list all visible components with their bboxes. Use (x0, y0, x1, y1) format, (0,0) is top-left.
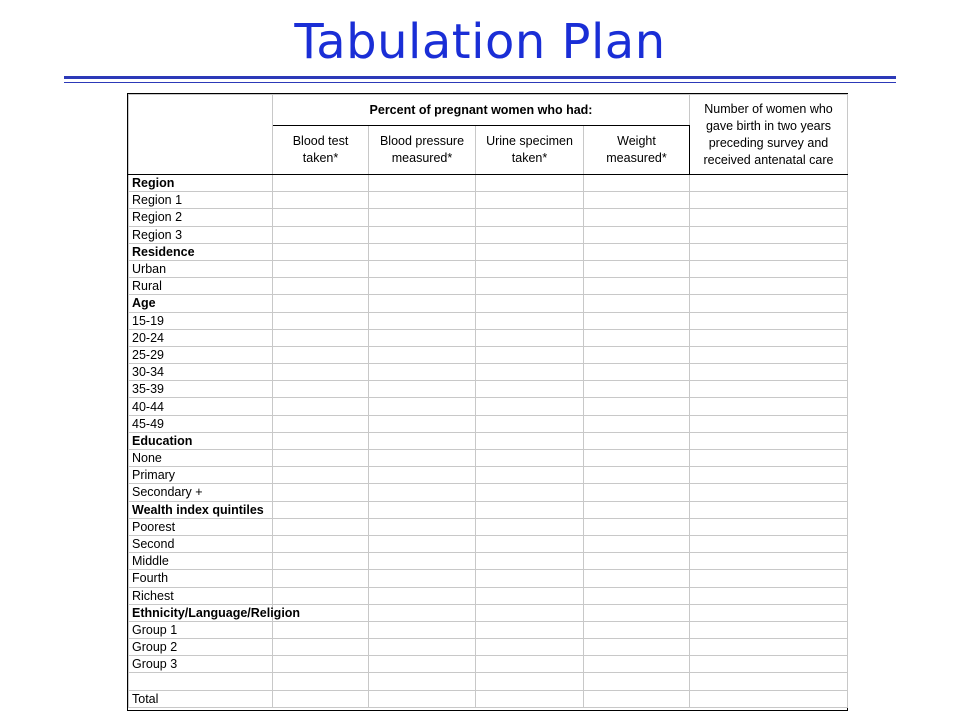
empty-value-cell (690, 381, 848, 398)
table-row (129, 604, 848, 621)
table-row (129, 535, 848, 552)
empty-value-cell (690, 364, 848, 381)
row-label-cell (129, 673, 273, 690)
empty-value-cell (273, 432, 369, 449)
empty-value-cell (690, 432, 848, 449)
empty-value-cell (584, 450, 690, 467)
empty-value-cell (476, 484, 584, 501)
table-body (129, 175, 848, 708)
empty-value-cell (273, 415, 369, 432)
empty-value-cell (476, 450, 584, 467)
table-row (129, 329, 848, 346)
empty-value-cell (584, 209, 690, 226)
empty-value-cell (584, 329, 690, 346)
empty-value-cell (690, 656, 848, 673)
empty-value-cell (690, 484, 848, 501)
empty-value-cell (584, 312, 690, 329)
column-header-weight: Weight measured* (584, 126, 690, 175)
empty-value-cell (476, 226, 584, 243)
empty-value-cell (369, 690, 476, 707)
empty-value-cell (369, 295, 476, 312)
row-label-cell: Group 2 (129, 639, 273, 656)
empty-value-cell (369, 604, 476, 621)
empty-value-cell (584, 381, 690, 398)
row-label-cell: Secondary + (129, 484, 273, 501)
table-row (129, 260, 848, 277)
empty-value-cell (273, 639, 369, 656)
empty-value-cell (584, 535, 690, 552)
row-label-cell: Region 2 (129, 209, 273, 226)
empty-value-cell (273, 329, 369, 346)
empty-value-cell (369, 535, 476, 552)
table-row (129, 278, 848, 295)
empty-value-cell (476, 398, 584, 415)
empty-value-cell (476, 381, 584, 398)
empty-value-cell (584, 656, 690, 673)
empty-value-cell (690, 604, 848, 621)
empty-value-cell (690, 278, 848, 295)
table-row (129, 621, 848, 638)
row-label-cell: None (129, 450, 273, 467)
empty-value-cell (369, 587, 476, 604)
table-row (129, 243, 848, 260)
table-row (129, 209, 848, 226)
empty-value-cell (369, 209, 476, 226)
empty-value-cell (369, 656, 476, 673)
empty-value-cell (369, 260, 476, 277)
section-heading-cell: Education (129, 432, 273, 449)
empty-value-cell (369, 312, 476, 329)
empty-value-cell (369, 432, 476, 449)
empty-value-cell (273, 621, 369, 638)
table-row (129, 518, 848, 535)
empty-value-cell (690, 553, 848, 570)
empty-value-cell (273, 535, 369, 552)
empty-value-cell (476, 656, 584, 673)
empty-value-cell (584, 175, 690, 192)
empty-value-cell (369, 192, 476, 209)
empty-value-cell (476, 604, 584, 621)
table-row (129, 501, 848, 518)
empty-value-cell (273, 656, 369, 673)
empty-value-cell (584, 467, 690, 484)
tabulation-table (128, 94, 848, 708)
empty-value-cell (273, 209, 369, 226)
empty-value-cell (369, 415, 476, 432)
empty-value-cell (584, 295, 690, 312)
empty-value-cell (584, 621, 690, 638)
empty-value-cell (584, 604, 690, 621)
empty-value-cell (584, 501, 690, 518)
empty-value-cell (690, 570, 848, 587)
empty-value-cell (369, 346, 476, 363)
empty-value-cell (584, 690, 690, 707)
empty-value-cell (273, 346, 369, 363)
row-label-cell: 30-34 (129, 364, 273, 381)
empty-value-cell (584, 278, 690, 295)
empty-value-cell (369, 484, 476, 501)
empty-value-cell (584, 518, 690, 535)
empty-value-cell (476, 209, 584, 226)
table-row (129, 175, 848, 192)
row-label-cell: 20-24 (129, 329, 273, 346)
empty-value-cell (369, 467, 476, 484)
empty-value-cell (476, 535, 584, 552)
empty-value-cell (369, 278, 476, 295)
empty-value-cell (273, 690, 369, 707)
empty-value-cell (584, 260, 690, 277)
table-row (129, 346, 848, 363)
table-row (129, 450, 848, 467)
table-row (129, 690, 848, 707)
table-row (129, 570, 848, 587)
row-label-cell: Poorest (129, 518, 273, 535)
column-header-blood-pressure: Blood pressure measured* (369, 126, 476, 175)
empty-value-cell (584, 226, 690, 243)
empty-value-cell (584, 398, 690, 415)
empty-value-cell (584, 364, 690, 381)
empty-value-cell (273, 501, 369, 518)
empty-value-cell (690, 175, 848, 192)
empty-value-cell (584, 484, 690, 501)
count-column-header: Number of women who gave birth in two years preceding survey and received antenatal care (690, 95, 848, 175)
empty-value-cell (690, 243, 848, 260)
empty-value-cell (476, 432, 584, 449)
empty-value-cell (476, 415, 584, 432)
empty-value-cell (690, 690, 848, 707)
empty-value-cell (273, 278, 369, 295)
table-row (129, 312, 848, 329)
row-label-cell: Urban (129, 260, 273, 277)
table-row (129, 415, 848, 432)
section-heading-cell: Residence (129, 243, 273, 260)
row-label-cell: 45-49 (129, 415, 273, 432)
row-label-cell: 25-29 (129, 346, 273, 363)
empty-value-cell (369, 381, 476, 398)
slide-title: Tabulation Plan (294, 14, 666, 70)
table-row (129, 226, 848, 243)
empty-value-cell (690, 535, 848, 552)
table-row (129, 381, 848, 398)
empty-value-cell (273, 175, 369, 192)
empty-value-cell (369, 570, 476, 587)
empty-value-cell (369, 329, 476, 346)
row-label-cell: Group 1 (129, 621, 273, 638)
empty-value-cell (690, 501, 848, 518)
row-label-cell: 40-44 (129, 398, 273, 415)
table-row (129, 484, 848, 501)
row-label-cell: Total (129, 690, 273, 707)
row-label-cell: Primary (129, 467, 273, 484)
empty-value-cell (369, 518, 476, 535)
empty-value-cell (273, 484, 369, 501)
empty-value-cell (690, 467, 848, 484)
empty-value-cell (476, 260, 584, 277)
empty-value-cell (476, 690, 584, 707)
empty-value-cell (476, 329, 584, 346)
empty-value-cell (584, 570, 690, 587)
empty-value-cell (273, 260, 369, 277)
column-header-blood-test: Blood test taken* (273, 126, 369, 175)
empty-value-cell (690, 398, 848, 415)
empty-value-cell (584, 415, 690, 432)
empty-value-cell (369, 553, 476, 570)
section-heading-cell: Wealth index quintiles (129, 501, 273, 518)
empty-value-cell (690, 192, 848, 209)
empty-value-cell (273, 673, 369, 690)
empty-value-cell (584, 192, 690, 209)
empty-value-cell (690, 415, 848, 432)
empty-value-cell (273, 570, 369, 587)
empty-value-cell (584, 346, 690, 363)
empty-value-cell (690, 639, 848, 656)
empty-value-cell (476, 192, 584, 209)
empty-value-cell (476, 243, 584, 260)
table-row (129, 639, 848, 656)
table-row (129, 398, 848, 415)
empty-value-cell (690, 346, 848, 363)
empty-value-cell (584, 639, 690, 656)
empty-value-cell (476, 621, 584, 638)
table-row (129, 295, 848, 312)
section-heading-cell: Region (129, 175, 273, 192)
empty-value-cell (369, 364, 476, 381)
row-label-cell: Fourth (129, 570, 273, 587)
empty-value-cell (476, 501, 584, 518)
empty-value-cell (273, 312, 369, 329)
column-header-urine-specimen: Urine specimen taken* (476, 126, 584, 175)
group-header: Percent of pregnant women who had: (273, 95, 690, 126)
row-label-cell: 15-19 (129, 312, 273, 329)
empty-value-cell (369, 639, 476, 656)
table-row (129, 673, 848, 690)
row-label-cell: 35-39 (129, 381, 273, 398)
empty-value-cell (476, 278, 584, 295)
row-label-cell: Group 3 (129, 656, 273, 673)
empty-value-cell (273, 467, 369, 484)
empty-value-cell (690, 450, 848, 467)
row-label-cell: Region 3 (129, 226, 273, 243)
title-rule-thin (64, 82, 896, 83)
empty-value-cell (584, 432, 690, 449)
empty-value-cell (369, 398, 476, 415)
title-rule-thick (64, 76, 896, 79)
row-label-cell: Richest (129, 587, 273, 604)
empty-value-cell (690, 209, 848, 226)
row-label-cell: Rural (129, 278, 273, 295)
empty-value-cell (476, 587, 584, 604)
empty-value-cell (273, 364, 369, 381)
empty-value-cell (369, 226, 476, 243)
row-label-cell: Second (129, 535, 273, 552)
empty-value-cell (690, 295, 848, 312)
stub-header-cell (129, 95, 273, 175)
empty-value-cell (273, 192, 369, 209)
empty-value-cell (273, 226, 369, 243)
empty-value-cell (476, 312, 584, 329)
empty-value-cell (369, 450, 476, 467)
empty-value-cell (584, 673, 690, 690)
table-row (129, 553, 848, 570)
empty-value-cell (369, 621, 476, 638)
empty-value-cell (476, 175, 584, 192)
empty-value-cell (273, 398, 369, 415)
empty-value-cell (584, 553, 690, 570)
empty-value-cell (476, 364, 584, 381)
empty-value-cell (690, 518, 848, 535)
empty-value-cell (584, 243, 690, 260)
empty-value-cell (690, 673, 848, 690)
empty-value-cell (476, 518, 584, 535)
empty-value-cell (476, 467, 584, 484)
empty-value-cell (476, 639, 584, 656)
table-row (129, 656, 848, 673)
row-label-cell: Region 1 (129, 192, 273, 209)
empty-value-cell (273, 587, 369, 604)
empty-value-cell (584, 587, 690, 604)
empty-value-cell (369, 175, 476, 192)
empty-value-cell (476, 673, 584, 690)
empty-value-cell (690, 329, 848, 346)
section-heading-cell: Ethnicity/Language/Religion (129, 604, 273, 621)
empty-value-cell (273, 243, 369, 260)
empty-value-cell (273, 553, 369, 570)
empty-value-cell (690, 226, 848, 243)
empty-value-cell (690, 312, 848, 329)
empty-value-cell (369, 673, 476, 690)
table-row (129, 364, 848, 381)
empty-value-cell (476, 553, 584, 570)
table-row (129, 467, 848, 484)
table-row (129, 432, 848, 449)
empty-value-cell (476, 570, 584, 587)
empty-value-cell (273, 518, 369, 535)
empty-value-cell (476, 346, 584, 363)
empty-value-cell (273, 381, 369, 398)
tabulation-table-sheet (127, 93, 848, 711)
row-label-cell: Middle (129, 553, 273, 570)
empty-value-cell (369, 243, 476, 260)
table-row (129, 587, 848, 604)
empty-value-cell (369, 501, 476, 518)
empty-value-cell (690, 260, 848, 277)
empty-value-cell (690, 621, 848, 638)
table-row (129, 192, 848, 209)
section-heading-cell: Age (129, 295, 273, 312)
empty-value-cell (476, 295, 584, 312)
empty-value-cell (273, 450, 369, 467)
empty-value-cell (690, 587, 848, 604)
empty-value-cell (273, 295, 369, 312)
